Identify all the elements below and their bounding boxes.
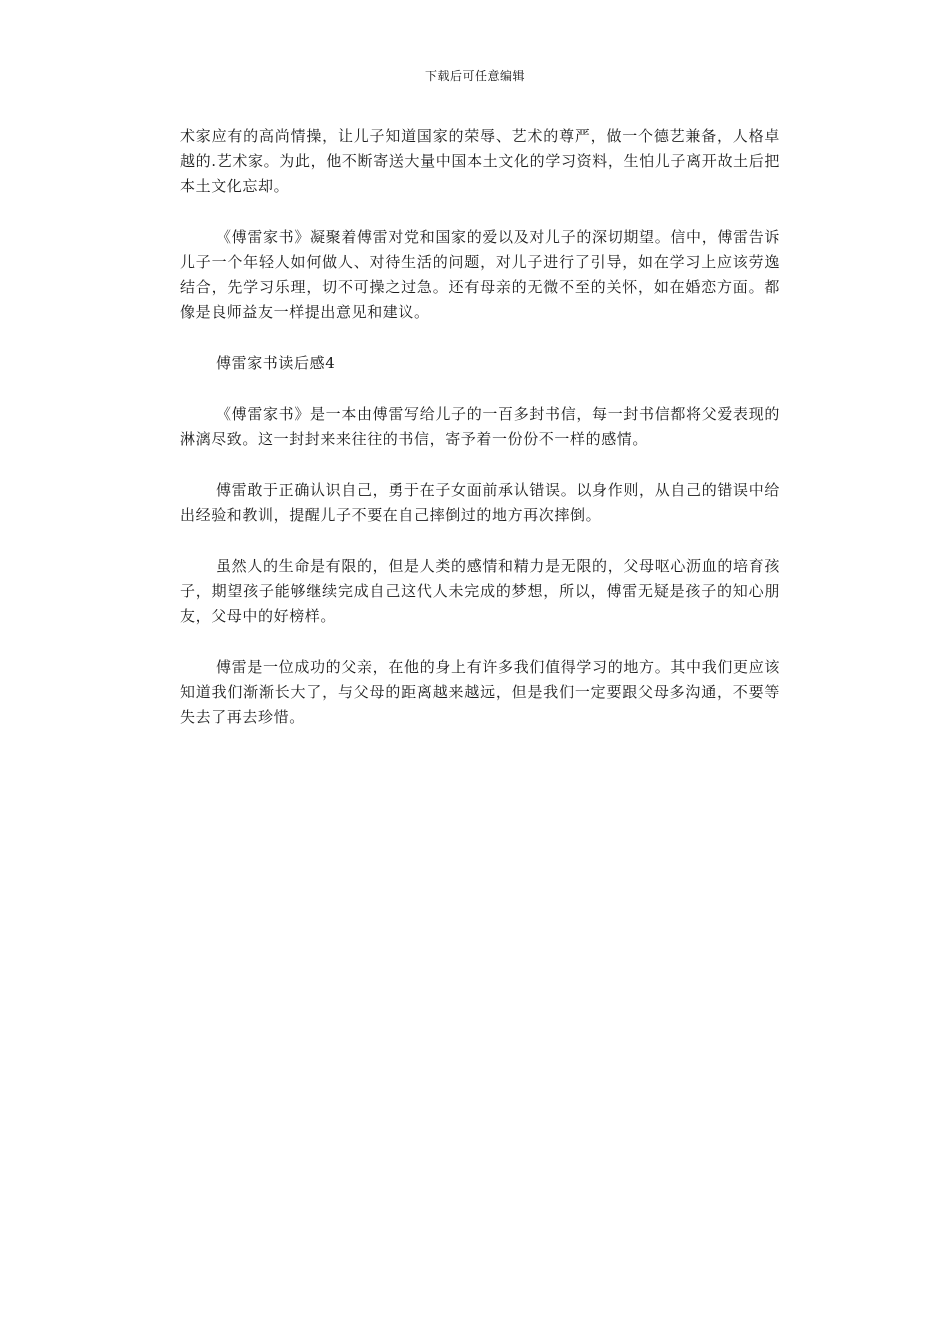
paragraph: 傅雷是一位成功的父亲，在他的身上有许多我们值得学习的地方。其中我们更应该知道我们渐渐长大了，与父母的距离越来越远，但是我们一定要跟父母多沟通，不要等失去了再去珍惜。 (180, 658, 780, 726)
section-heading: 傅雷家书读后感4 (216, 354, 336, 372)
page-header: 下载后可任意编辑 (424, 69, 525, 83)
paragraph: 《傅雷家书》凝聚着傅雷对党和国家的爱以及对儿子的深切期望。信中，傅雷告诉儿子一个年轻人如何做人、对待生活的问题，对儿子进行了引导，如在学习上应该劳逸结合，先学习乐理，切不可操之过急。还有母亲的无微不至的关怀，如在婚恋方面。都像是良师益友一样提出意见和建议。 (180, 228, 780, 321)
paragraph: 《傅雷家书》是一本由傅雷写给儿子的一百多封书信，每一封书信都将父爱表现的淋漓尽致。这一封封来来往往的书信，寄予着一份份不一样的感情。 (180, 405, 780, 448)
paragraph: 傅雷敢于正确认识自己，勇于在子女面前承认错误。以身作则，从自己的错误中给出经验和教训，提醒儿子不要在自己摔倒过的地方再次摔倒。 (180, 481, 780, 524)
document-body (180, 124, 780, 756)
paragraph-continuation: 术家应有的高尚情操，让儿子知道国家的荣辱、艺术的尊严，做一个德艺兼备，人格卓越的.艺术家。为此，他不断寄送大量中国本土文化的学习资料，生怕儿子离开故土后把本土文化忘却。 (180, 127, 780, 195)
paragraph: 虽然人的生命是有限的，但是人类的感情和精力是无限的，父母呕心沥血的培育孩子，期望孩子能够继续完成自己这代人未完成的梦想，所以，傅雷无疑是孩子的知心朋友，父母中的好榜样。 (180, 557, 780, 625)
